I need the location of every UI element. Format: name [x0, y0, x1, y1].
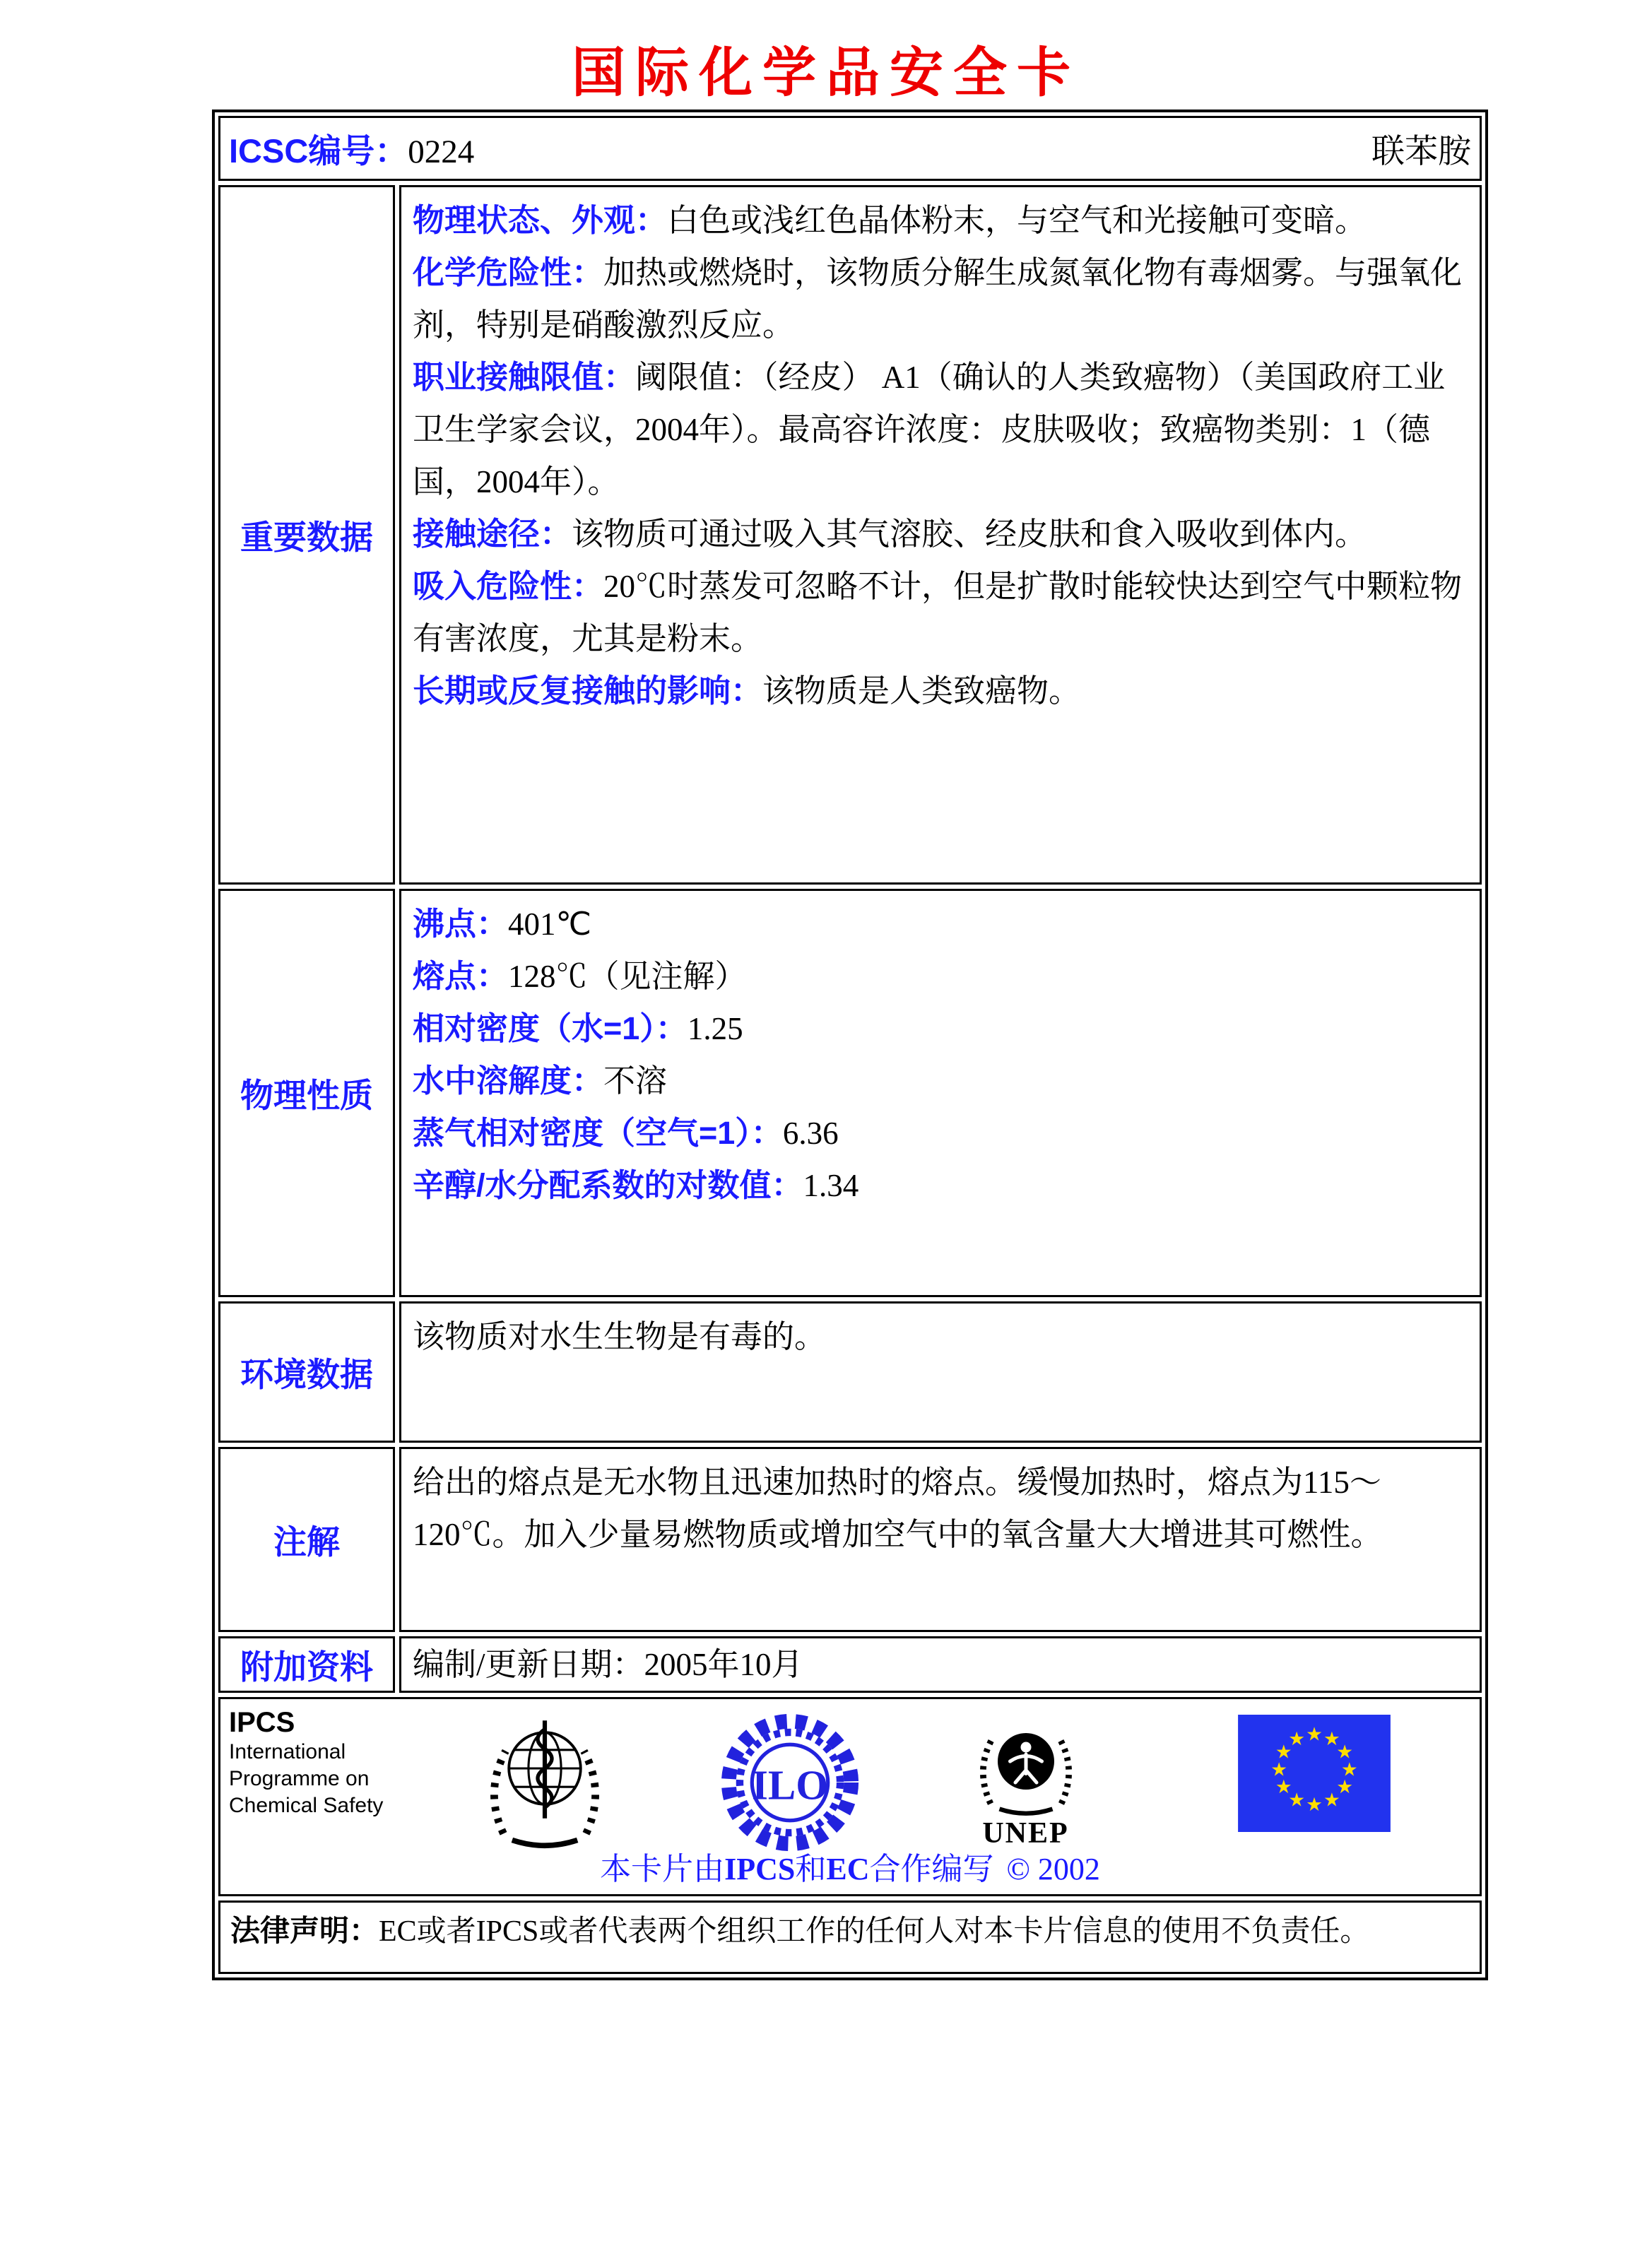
header-row — [218, 116, 1482, 181]
term-text: 阈限值：（经皮） A1（确认的人类致癌物）（美国政府工业卫生学家会议，2004年）。最高容许浓度：皮肤吸收；致癌物类别：1（德国，2004年）。 — [413, 360, 1446, 500]
ipcs-logo-text — [229, 1706, 383, 1819]
svg-text:★: ★ — [1306, 1794, 1323, 1816]
term-item — [413, 1107, 1468, 1159]
credit-suffix: 合作编写 — [869, 1852, 994, 1886]
term-text: 6.36 — [782, 1116, 839, 1151]
term-item — [413, 1456, 1468, 1561]
svg-text:★: ★ — [1306, 1723, 1323, 1746]
section-content — [399, 1636, 1482, 1693]
unep-icon — [957, 1712, 1095, 1860]
footer-cell — [218, 1697, 1482, 1896]
section-label: 附加资料 — [218, 1636, 395, 1693]
section-label: 重要数据 — [218, 185, 395, 885]
term-text: 401℃ — [508, 906, 592, 942]
term-text: 20℃时蒸发可忽略不计，但是扩散时能较快达到空气中颗粒物有害浓度，尤其是粉末。 — [413, 569, 1463, 656]
ipcs-line: Chemical Safety — [229, 1794, 384, 1817]
term-label: 职业接触限值： — [413, 359, 636, 395]
credit-and: 和 — [795, 1852, 827, 1886]
term-label: 长期或反复接触的影响： — [413, 673, 763, 709]
chemical-name: 联苯胺 — [1371, 133, 1471, 170]
term-item — [413, 247, 1468, 351]
svg-text:★: ★ — [1340, 1758, 1358, 1781]
icsc-number-label: ICSC编号： — [229, 131, 408, 170]
icsc-number — [229, 125, 474, 172]
credit-ec: EC — [826, 1852, 870, 1886]
term-text: 该物质对水生生物是有毒的。 — [413, 1319, 827, 1354]
legal-text: EC或者IPCS或者代表两个组织工作的任何人对本卡片信息的使用不负责任。 — [379, 1915, 1370, 1948]
term-item — [413, 194, 1468, 247]
term-item — [413, 898, 1468, 950]
svg-text:★: ★ — [1288, 1728, 1306, 1751]
section-content — [399, 1447, 1482, 1632]
eu-flag-icon — [1238, 1715, 1391, 1832]
term-label: 辛醇/水分配系数的对数值： — [413, 1167, 803, 1203]
term-item — [413, 1638, 803, 1691]
term-text: 1.34 — [803, 1168, 859, 1203]
svg-text:★: ★ — [1270, 1758, 1288, 1781]
term-text: 该物质是人类致癌物。 — [762, 673, 1081, 709]
term-item — [413, 1055, 1468, 1107]
term-item — [413, 351, 1468, 508]
term-text: 白色或浅红色晶体粉末，与空气和光接触可变暗。 — [667, 203, 1367, 238]
section-label: 物理性质 — [218, 889, 395, 1297]
section-content — [399, 1301, 1482, 1443]
section-row-additional-information — [218, 1636, 1482, 1693]
term-text: 128℃（见注解） — [508, 959, 747, 994]
svg-text:★: ★ — [1336, 1776, 1354, 1799]
term-label: 水中溶解度： — [413, 1063, 604, 1099]
credit-line — [220, 1843, 1480, 1888]
svg-text:★: ★ — [1336, 1741, 1354, 1763]
page-title: 国际化学品安全卡 — [572, 44, 1080, 103]
svg-text:★: ★ — [1275, 1741, 1292, 1763]
footer-row — [218, 1697, 1482, 1896]
ipcs-line: International — [229, 1740, 346, 1763]
legal-notice — [218, 1901, 1482, 1974]
svg-text:★: ★ — [1323, 1728, 1340, 1751]
icsc-number-value: 0224 — [408, 133, 475, 170]
who-icon — [478, 1712, 612, 1853]
ilo-icon — [715, 1709, 865, 1856]
term-text: 给出的熔点是无水物且迅速加热时的熔点。缓慢加热时，熔点为115～120℃。加入少量易燃物质或增加空气中的氧含量大大增进其可燃性。 — [413, 1465, 1383, 1552]
term-item — [413, 1311, 1468, 1363]
section-row-physical-properties — [218, 889, 1482, 1297]
section-row-notes — [218, 1447, 1482, 1632]
term-item — [413, 508, 1468, 560]
term-text: 加热或燃烧时，该物质分解生成氮氧化物有毒烟雾。与强氧化剂，特别是硝酸激烈反应。 — [413, 255, 1463, 343]
term-label: 物理状态、外观： — [413, 202, 668, 238]
svg-text:★: ★ — [1275, 1776, 1292, 1799]
term-label: 接触途径： — [413, 516, 572, 552]
section-row-environmental-data — [218, 1301, 1482, 1443]
section-content — [399, 889, 1482, 1297]
term-label: 沸点： — [413, 906, 509, 942]
svg-text:ILO: ILO — [751, 1761, 829, 1809]
svg-text:★: ★ — [1323, 1789, 1340, 1811]
section-label: 环境数据 — [218, 1301, 395, 1443]
term-item — [413, 1003, 1468, 1055]
legal-label: 法律声明： — [230, 1915, 379, 1948]
ipcs-title: IPCS — [229, 1707, 295, 1738]
ipcs-line: Programme on — [229, 1767, 370, 1790]
header-cell — [218, 116, 1482, 181]
legal-row — [218, 1901, 1482, 1974]
term-label: 蒸气相对密度（空气=1）： — [413, 1115, 783, 1151]
term-text: 编制/更新日期：2005年10月 — [413, 1647, 803, 1682]
svg-text:★: ★ — [1288, 1789, 1306, 1811]
term-item — [413, 950, 1468, 1003]
credit-prefix: 本卡片由 — [600, 1852, 725, 1886]
unep-label: UNEP — [982, 1817, 1069, 1850]
section-content — [399, 185, 1482, 885]
term-item — [413, 560, 1468, 665]
term-text: 1.25 — [687, 1011, 743, 1046]
term-item — [413, 1159, 1468, 1212]
credit-copyright: © 2002 — [1006, 1852, 1100, 1886]
term-label: 熔点： — [413, 958, 509, 994]
term-text: 该物质可通过吸入其气溶胶、经皮肤和食入吸收到体内。 — [572, 516, 1367, 552]
term-label: 相对密度（水=1）： — [413, 1010, 688, 1046]
term-label: 化学危险性： — [413, 254, 604, 290]
term-item — [413, 665, 1468, 717]
term-label: 吸入危险性： — [413, 568, 604, 604]
term-text: 不溶 — [603, 1063, 668, 1099]
icsc-card — [212, 110, 1488, 1980]
credit-ipcs: IPCS — [724, 1852, 796, 1886]
section-row-important-data — [218, 185, 1482, 885]
section-label: 注解 — [218, 1447, 395, 1632]
